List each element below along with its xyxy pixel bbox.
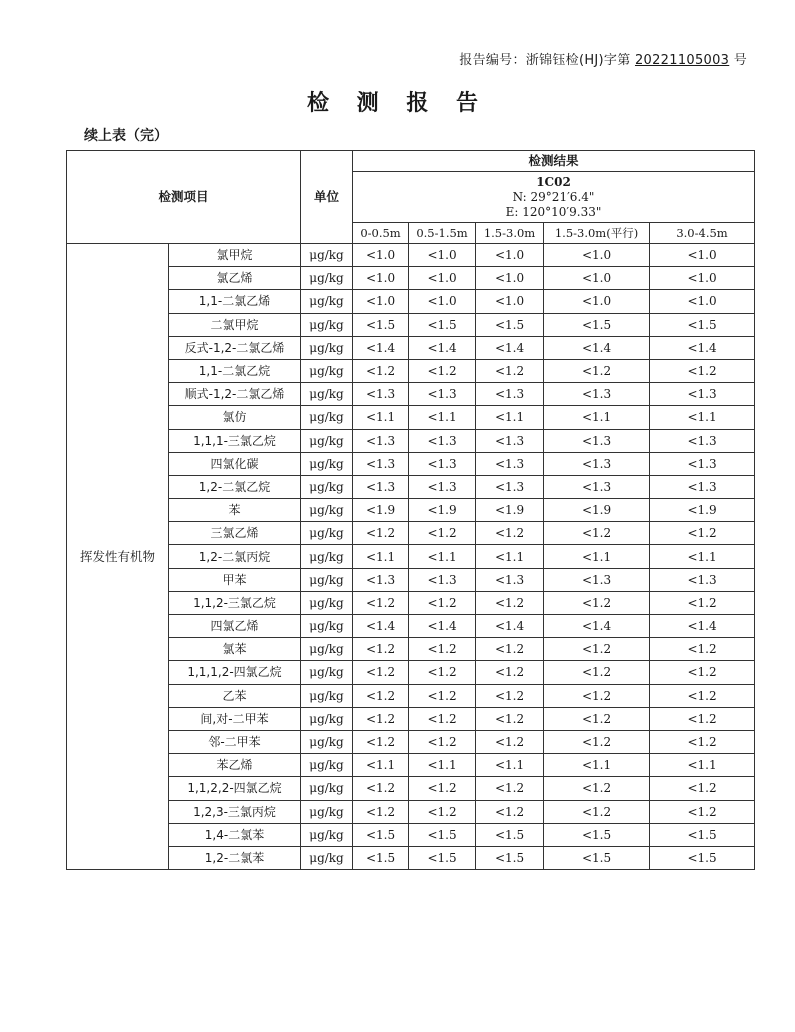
result-value: <1.2	[353, 707, 409, 730]
result-value: <1.2	[476, 800, 544, 823]
unit-header: 单位	[301, 151, 353, 244]
table-row	[67, 475, 755, 498]
unit-cell: μg/kg	[301, 754, 353, 777]
table-row	[67, 615, 755, 638]
depth-header: 3.0-4.5m	[650, 223, 755, 244]
table-row	[67, 290, 755, 313]
result-value: <1.4	[476, 615, 544, 638]
result-value: <1.5	[409, 846, 476, 869]
result-value: <1.5	[544, 823, 650, 846]
result-value: <1.4	[544, 615, 650, 638]
result-value: <1.1	[544, 545, 650, 568]
result-value: <1.3	[650, 568, 755, 591]
result-value: <1.1	[476, 406, 544, 429]
result-value: <1.5	[650, 823, 755, 846]
result-value: <1.2	[650, 359, 755, 382]
result-value: <1.2	[476, 359, 544, 382]
sample-location	[353, 172, 755, 223]
result-value: <1.5	[353, 846, 409, 869]
unit-cell: μg/kg	[301, 568, 353, 591]
item-name: 1,1,1,2-四氯乙烷	[169, 661, 301, 684]
result-value: <1.3	[353, 383, 409, 406]
result-value: <1.9	[409, 499, 476, 522]
result-value: <1.0	[409, 267, 476, 290]
result-value: <1.2	[476, 684, 544, 707]
result-value: <1.2	[544, 730, 650, 753]
unit-cell: μg/kg	[301, 383, 353, 406]
sample-longitude: E: 120°10′9.33"	[505, 204, 602, 219]
result-value: <1.0	[650, 267, 755, 290]
unit-cell: μg/kg	[301, 638, 353, 661]
result-value: <1.5	[353, 313, 409, 336]
result-value: <1.2	[476, 777, 544, 800]
result-value: <1.5	[650, 846, 755, 869]
result-value: <1.5	[650, 313, 755, 336]
unit-cell: μg/kg	[301, 615, 353, 638]
result-value: <1.2	[409, 730, 476, 753]
item-name: 顺式-1,2-二氯乙烯	[169, 383, 301, 406]
item-name: 1,1,1-三氯乙烷	[169, 429, 301, 452]
result-value: <1.0	[544, 290, 650, 313]
unit-cell: μg/kg	[301, 290, 353, 313]
item-name: 氯仿	[169, 406, 301, 429]
item-name: 1,4-二氯苯	[169, 823, 301, 846]
item-name: 1,2-二氯丙烷	[169, 545, 301, 568]
unit-cell: μg/kg	[301, 336, 353, 359]
result-value: <1.0	[353, 290, 409, 313]
result-value: <1.0	[650, 244, 755, 267]
result-value: <1.3	[650, 452, 755, 475]
table-row	[67, 499, 755, 522]
result-value: <1.0	[476, 267, 544, 290]
unit-cell: μg/kg	[301, 545, 353, 568]
result-value: <1.9	[544, 499, 650, 522]
result-value: <1.1	[650, 545, 755, 568]
item-name: 氯甲烷	[169, 244, 301, 267]
result-value: <1.9	[650, 499, 755, 522]
result-value: <1.3	[650, 383, 755, 406]
result-value: <1.0	[650, 290, 755, 313]
table-row	[67, 638, 755, 661]
result-value: <1.2	[544, 707, 650, 730]
table-row	[67, 267, 755, 290]
item-header: 检测项目	[67, 151, 301, 244]
result-value: <1.2	[544, 777, 650, 800]
result-value: <1.3	[544, 429, 650, 452]
page-title: 检 测 报 告	[307, 91, 488, 116]
item-name: 苯乙烯	[169, 754, 301, 777]
continued-label: 续上表（完）	[84, 128, 168, 144]
result-value: <1.2	[409, 777, 476, 800]
item-name: 四氯化碳	[169, 452, 301, 475]
result-value: <1.5	[409, 823, 476, 846]
item-name: 1,1,2,2-四氯乙烷	[169, 777, 301, 800]
item-name: 1,2-二氯乙烷	[169, 475, 301, 498]
result-value: <1.5	[476, 313, 544, 336]
result-value: <1.0	[476, 290, 544, 313]
sample-id: 1C02	[536, 174, 571, 189]
table-row	[67, 429, 755, 452]
result-value: <1.2	[353, 730, 409, 753]
result-value: <1.4	[353, 615, 409, 638]
result-value: <1.2	[409, 800, 476, 823]
result-value: <1.3	[409, 429, 476, 452]
unit-cell: μg/kg	[301, 684, 353, 707]
item-name: 邻-二甲苯	[169, 730, 301, 753]
result-value: <1.0	[409, 244, 476, 267]
result-value: <1.3	[409, 475, 476, 498]
table-row	[67, 452, 755, 475]
result-value: <1.3	[544, 452, 650, 475]
result-value: <1.5	[409, 313, 476, 336]
result-value: <1.5	[476, 823, 544, 846]
table-row	[67, 707, 755, 730]
unit-cell: μg/kg	[301, 452, 353, 475]
result-value: <1.2	[544, 661, 650, 684]
table-row	[67, 244, 755, 267]
table-row	[67, 545, 755, 568]
unit-cell: μg/kg	[301, 429, 353, 452]
result-value: <1.3	[476, 568, 544, 591]
result-value: <1.2	[650, 638, 755, 661]
item-name: 1,1,2-三氯乙烷	[169, 591, 301, 614]
result-value: <1.2	[409, 707, 476, 730]
unit-cell: μg/kg	[301, 522, 353, 545]
depth-header: 1.5-3.0m(平行)	[544, 223, 650, 244]
result-value: <1.2	[476, 638, 544, 661]
item-name: 反式-1,2-二氯乙烯	[169, 336, 301, 359]
result-value: <1.3	[650, 475, 755, 498]
result-value: <1.2	[650, 777, 755, 800]
table-row	[67, 313, 755, 336]
result-value: <1.1	[650, 406, 755, 429]
result-value: <1.5	[353, 823, 409, 846]
report-number-suffix: 号	[733, 53, 747, 68]
result-value: <1.1	[476, 545, 544, 568]
result-value: <1.2	[544, 359, 650, 382]
results-header: 检测结果	[353, 151, 755, 172]
unit-cell: μg/kg	[301, 800, 353, 823]
item-name: 1,1-二氯乙烯	[169, 290, 301, 313]
result-value: <1.3	[476, 383, 544, 406]
result-value: <1.3	[409, 383, 476, 406]
result-value: <1.1	[353, 406, 409, 429]
result-value: <1.3	[476, 475, 544, 498]
result-value: <1.0	[476, 244, 544, 267]
table-row	[67, 730, 755, 753]
result-value: <1.3	[544, 383, 650, 406]
table-row	[67, 846, 755, 869]
result-value: <1.0	[353, 244, 409, 267]
result-value: <1.2	[650, 684, 755, 707]
result-value: <1.1	[353, 754, 409, 777]
category-cell: 挥发性有机物	[67, 244, 169, 870]
result-value: <1.5	[476, 846, 544, 869]
unit-cell: μg/kg	[301, 359, 353, 382]
table-row	[67, 522, 755, 545]
result-value: <1.1	[544, 754, 650, 777]
unit-cell: μg/kg	[301, 406, 353, 429]
report-number-line	[459, 49, 747, 68]
result-value: <1.3	[353, 429, 409, 452]
item-name: 甲苯	[169, 568, 301, 591]
item-name: 1,1-二氯乙烷	[169, 359, 301, 382]
result-value: <1.3	[650, 429, 755, 452]
result-value: <1.2	[353, 522, 409, 545]
result-value: <1.2	[353, 800, 409, 823]
item-name: 1,2-二氯苯	[169, 846, 301, 869]
result-value: <1.2	[353, 591, 409, 614]
result-value: <1.3	[544, 568, 650, 591]
table-row	[67, 777, 755, 800]
result-value: <1.2	[353, 777, 409, 800]
result-value: <1.2	[544, 638, 650, 661]
table-row	[67, 800, 755, 823]
result-value: <1.3	[353, 568, 409, 591]
result-value: <1.4	[650, 336, 755, 359]
result-value: <1.2	[353, 661, 409, 684]
item-name: 三氯乙烯	[169, 522, 301, 545]
result-value: <1.2	[353, 359, 409, 382]
result-value: <1.1	[409, 545, 476, 568]
result-value: <1.2	[544, 522, 650, 545]
depth-header: 1.5-3.0m	[476, 223, 544, 244]
unit-cell: μg/kg	[301, 267, 353, 290]
unit-cell: μg/kg	[301, 707, 353, 730]
result-value: <1.2	[409, 638, 476, 661]
table-row	[67, 383, 755, 406]
result-value: <1.5	[544, 313, 650, 336]
result-value: <1.3	[476, 452, 544, 475]
table-row	[67, 754, 755, 777]
result-value: <1.4	[409, 615, 476, 638]
result-value: <1.2	[544, 591, 650, 614]
result-value: <1.3	[409, 452, 476, 475]
result-value: <1.2	[353, 684, 409, 707]
result-value: <1.2	[409, 661, 476, 684]
result-value: <1.2	[476, 591, 544, 614]
result-value: <1.2	[650, 661, 755, 684]
results-table	[66, 150, 755, 870]
table-row	[67, 568, 755, 591]
result-value: <1.2	[476, 730, 544, 753]
depth-header: 0.5-1.5m	[409, 223, 476, 244]
result-value: <1.1	[409, 754, 476, 777]
result-value: <1.4	[544, 336, 650, 359]
item-name: 间,对-二甲苯	[169, 707, 301, 730]
table-row	[67, 823, 755, 846]
result-value: <1.2	[650, 707, 755, 730]
unit-cell: μg/kg	[301, 823, 353, 846]
result-value: <1.2	[650, 522, 755, 545]
result-value: <1.1	[476, 754, 544, 777]
result-value: <1.0	[544, 267, 650, 290]
result-value: <1.2	[650, 591, 755, 614]
item-name: 1,2,3-三氯丙烷	[169, 800, 301, 823]
result-value: <1.2	[409, 591, 476, 614]
unit-cell: μg/kg	[301, 499, 353, 522]
item-name: 苯	[169, 499, 301, 522]
result-value: <1.2	[409, 359, 476, 382]
item-name: 四氯乙烯	[169, 615, 301, 638]
result-value: <1.2	[650, 730, 755, 753]
item-name: 二氯甲烷	[169, 313, 301, 336]
table-row	[67, 591, 755, 614]
unit-cell: μg/kg	[301, 475, 353, 498]
table-row	[67, 406, 755, 429]
result-value: <1.2	[409, 522, 476, 545]
result-value: <1.2	[476, 707, 544, 730]
result-value: <1.3	[353, 475, 409, 498]
item-name: 氯苯	[169, 638, 301, 661]
result-value: <1.1	[353, 545, 409, 568]
result-value: <1.4	[353, 336, 409, 359]
result-value: <1.9	[476, 499, 544, 522]
unit-cell: μg/kg	[301, 846, 353, 869]
unit-cell: μg/kg	[301, 777, 353, 800]
result-value: <1.2	[409, 684, 476, 707]
depth-header: 0-0.5m	[353, 223, 409, 244]
unit-cell: μg/kg	[301, 591, 353, 614]
result-value: <1.2	[650, 800, 755, 823]
result-value: <1.2	[476, 522, 544, 545]
result-value: <1.9	[353, 499, 409, 522]
result-value: <1.4	[650, 615, 755, 638]
table-row	[67, 684, 755, 707]
result-value: <1.3	[476, 429, 544, 452]
result-value: <1.1	[544, 406, 650, 429]
sample-latitude: N: 29°21′6.4"	[512, 189, 595, 204]
result-value: <1.2	[353, 638, 409, 661]
result-value: <1.4	[476, 336, 544, 359]
result-value: <1.3	[544, 475, 650, 498]
result-value: <1.2	[476, 661, 544, 684]
report-number: 20221105003	[634, 53, 730, 68]
result-value: <1.2	[544, 800, 650, 823]
report-number-label: 报告编号：浙锦钰检(HJ)字第	[459, 53, 631, 68]
result-value: <1.4	[409, 336, 476, 359]
result-value: <1.0	[353, 267, 409, 290]
item-name: 氯乙烯	[169, 267, 301, 290]
table-row	[67, 359, 755, 382]
result-value: <1.0	[544, 244, 650, 267]
result-value: <1.1	[650, 754, 755, 777]
result-value: <1.0	[409, 290, 476, 313]
result-value: <1.1	[409, 406, 476, 429]
result-value: <1.3	[353, 452, 409, 475]
unit-cell: μg/kg	[301, 244, 353, 267]
result-value: <1.3	[409, 568, 476, 591]
table-row	[67, 336, 755, 359]
unit-cell: μg/kg	[301, 730, 353, 753]
result-value: <1.2	[544, 684, 650, 707]
unit-cell: μg/kg	[301, 661, 353, 684]
unit-cell: μg/kg	[301, 313, 353, 336]
result-value: <1.5	[544, 846, 650, 869]
item-name: 乙苯	[169, 684, 301, 707]
table-row	[67, 661, 755, 684]
